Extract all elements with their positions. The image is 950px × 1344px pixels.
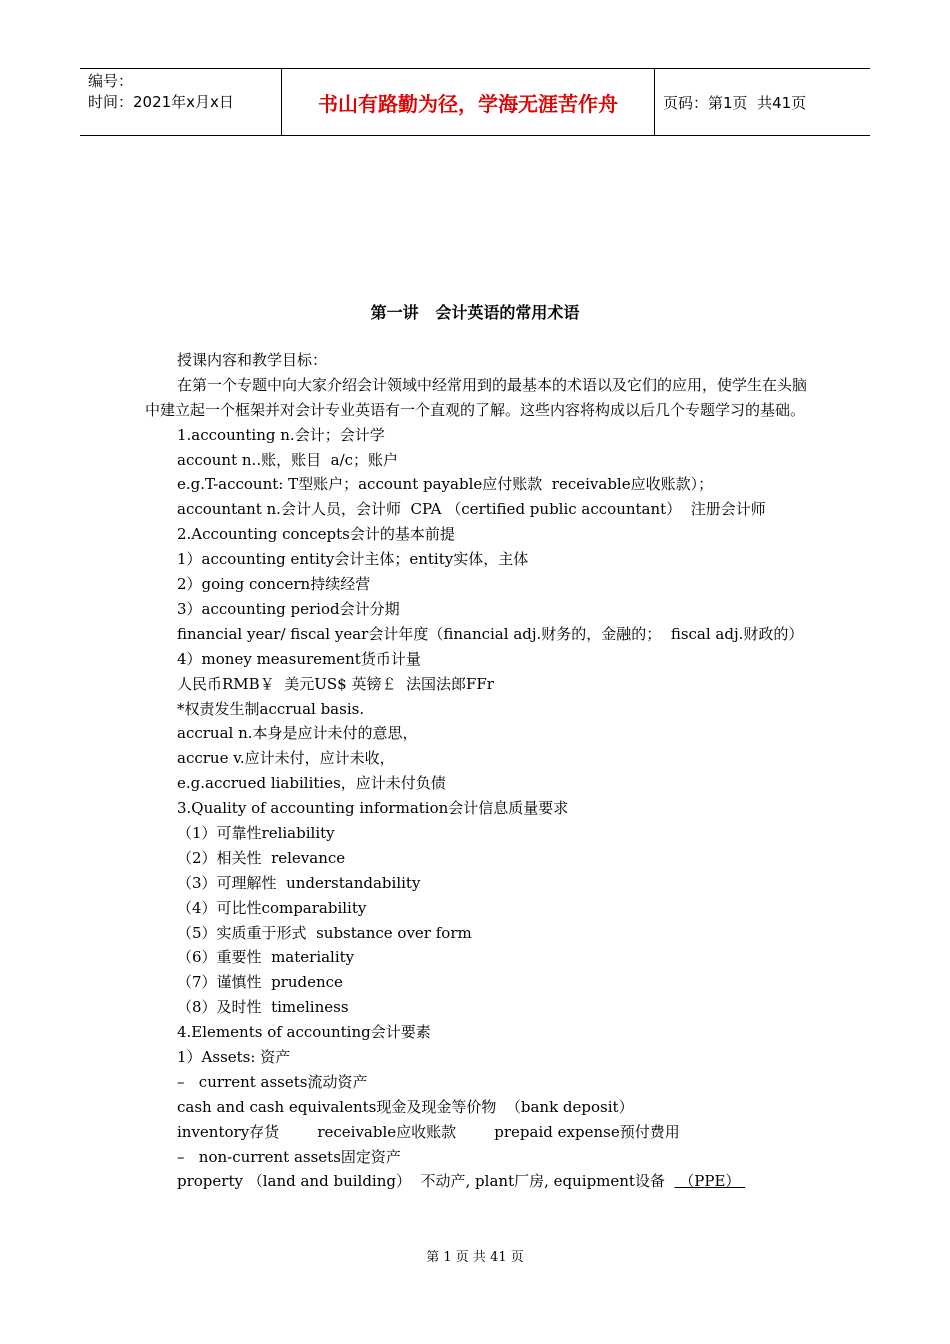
header-motto: 书山有路勤为径，学海无涯苦作舟 — [281, 69, 655, 135]
content-line: （3）可理解性 understandability — [177, 873, 421, 892]
page-footer: 第 1 页 共 41 页 — [426, 1250, 524, 1265]
content-line: accountant n.会计人员，会计师 CPA （certified public accountant） 注册会计师 — [177, 500, 766, 519]
page-title: 第一讲 会计英语的常用术语 — [370, 303, 580, 322]
content-line: cash and cash equivalents现金及现金等价物 （bank deposit） — [177, 1097, 634, 1116]
content-line: （5）实质重于形式 substance over form — [177, 923, 472, 942]
content-line: – current assets流动资产 — [177, 1072, 368, 1091]
content-line: inventory存货 receivable应收账款 prepaid expense预付费用 — [177, 1122, 680, 1141]
content-line: financial year/ fiscal year会计年度（financial adj.财务的，金融的； fiscal adj.财政的） — [177, 624, 804, 643]
content-line: 4.Elements of accounting会计要素 — [177, 1023, 431, 1042]
page-header — [80, 68, 870, 136]
serial-label: 编号： — [88, 72, 134, 90]
content-line: *权责发生制accrual basis. — [177, 699, 365, 718]
content-line: accrual n.本身是应计未付的意思， — [177, 724, 418, 743]
content-line: 人民币RMB￥ 美元US$ 英镑￡ 法国法郎FFr — [177, 674, 494, 693]
content-lines — [145, 423, 810, 1170]
content-line: 1.accounting n.会计；会计学 — [177, 425, 385, 444]
content-line: e.g.accrued liabilities，应计未付负债 — [177, 774, 446, 793]
content-line: （1）可靠性reliability — [177, 823, 335, 842]
content-line: account n..账，账目 a/c；账户 — [177, 450, 399, 469]
content-line: 1）accounting entity会计主体；entity实体，主体 — [177, 550, 529, 569]
content-line: 3）accounting period会计分期 — [177, 599, 400, 618]
content-line: （6）重要性 materiality — [177, 948, 355, 967]
content-line: （7）谨慎性 prudence — [177, 973, 343, 992]
content-line: – non-current assets固定资产 — [177, 1147, 401, 1166]
last-line-text: property （land and building） 不动产, plant厂房, equipment设备 — [177, 1172, 675, 1191]
header-page-info: 页码：第1页 共41页 — [663, 93, 807, 112]
content-line: accrue v.应计未付，应计未收， — [177, 749, 395, 768]
document-body — [145, 348, 810, 1194]
intro-paragraph: 在第一个专题中向大家介绍会计领域中经常用到的最基本的术语以及它们的应用，使学生在头脑中建立起一个框架并对会计专业英语有一个直观的了解。这些内容将构成以后几个专题学习的基础。 — [145, 375, 808, 419]
content-line: e.g.T-account: T型账户；account payable应付账款 receivable应收账款）； — [177, 475, 714, 494]
date-line: 时间：2021年x月x日 — [88, 93, 234, 111]
content-line: 1）Assets: 资产 — [177, 1047, 291, 1066]
header-meta — [80, 69, 281, 135]
content-line: （4）可比性comparability — [177, 898, 367, 917]
content-line: 4）money measurement货币计量 — [177, 649, 421, 668]
content-line: （2）相关性 relevance — [177, 848, 346, 867]
content-line: （8）及时性 timeliness — [177, 998, 349, 1017]
content-line: 2.Accounting concepts会计的基本前提 — [177, 525, 455, 544]
content-line: 2）going concern持续经营 — [177, 575, 371, 594]
last-line-underlined: （PPE） — [674, 1172, 746, 1191]
intro-heading: 授课内容和教学目标： — [177, 351, 328, 369]
last-line — [145, 1169, 810, 1194]
content-line: 3.Quality of accounting information会计信息质量要求 — [177, 799, 569, 818]
